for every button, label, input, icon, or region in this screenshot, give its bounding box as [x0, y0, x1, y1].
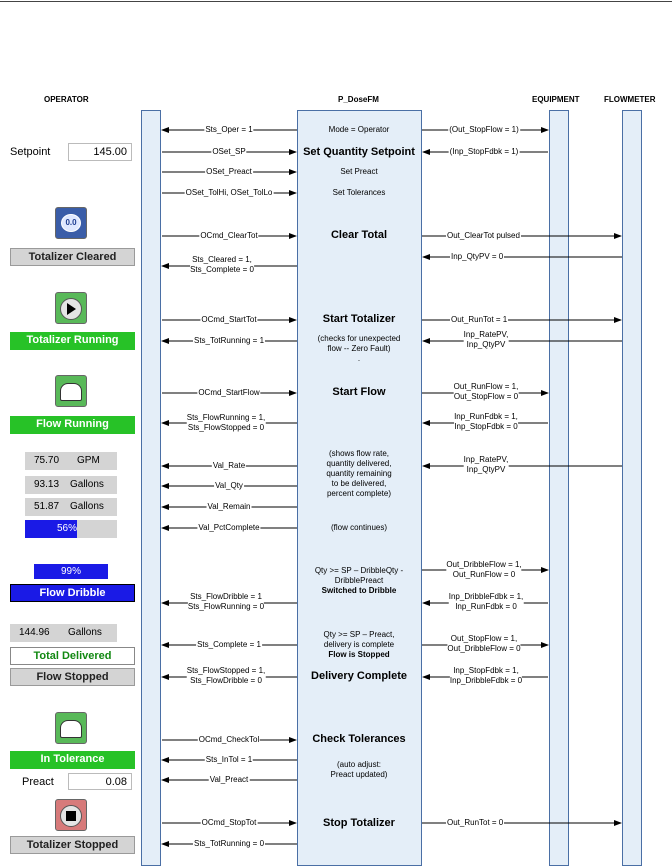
totalizer-cleared-status: Totalizer Cleared [10, 248, 135, 266]
setpoint-input[interactable]: 145.00 [68, 143, 132, 161]
wire-inp-ratepv2: Inp_RatePV, Inp_QtyPV [463, 455, 509, 474]
flow-running-status: Flow Running [10, 416, 135, 434]
quantity-readout: 93.13 Gallons [25, 476, 117, 494]
wire-val-preact: Val_Preact [209, 775, 249, 784]
wire-oset-tol: OSet_TolHi, OSet_TolLo [185, 188, 273, 197]
header-equipment: EQUIPMENT [532, 95, 580, 104]
check-tolerance-icon[interactable] [55, 712, 87, 744]
delivery-complete: Delivery Complete [311, 670, 407, 682]
totalizer-stopped-status: Totalizer Stopped [10, 836, 135, 854]
set-preact: Set Preact [340, 167, 378, 176]
wire-inp-stopfdbk2: Inp_StopFdbk = 1, Inp_DribbleFdbk = 0 [449, 666, 523, 685]
shows-note: (shows flow rate, quantity delivered, quantity remaining to be delivered, percent complete) [326, 449, 392, 498]
set-quantity-setpoint: Set Quantity Setpoint [303, 146, 415, 158]
wire-sts-totrunning: Sts_TotRunning = 1 [193, 336, 265, 345]
wire-inp-qtypv0: Inp_QtyPV = 0 [451, 252, 504, 261]
wire-out-runtot: Out_RunTot = 1 [451, 315, 508, 324]
rate-readout: 75.70 GPM [25, 452, 117, 470]
start-flow: Start Flow [332, 386, 386, 398]
wire-ocmd-starttot: OCmd_StartTot [201, 315, 257, 324]
wire-val-qty: Val_Qty [215, 481, 243, 490]
preact-note: Qty >= SP – Preact, delivery is complete Flow is Stopped [323, 630, 395, 659]
wire-ocmd-stoptot: OCmd_StopTot [201, 818, 257, 827]
wire-inp-ratepv1: Inp_RatePV, Inp_QtyPV [463, 330, 509, 349]
mode-text: Mode = Operator [328, 125, 390, 134]
wire-val-pct: Val_PctComplete [198, 523, 260, 532]
wire-sts-intol: Sts_InTol = 1 [205, 755, 253, 764]
header-pdosefm: P_DoseFM [338, 95, 379, 104]
preact-value: 0.08 [68, 773, 132, 790]
wire-val-remain: Val_Remain [207, 502, 251, 511]
wire-oset-sp: OSet_SP [212, 147, 246, 156]
wire-out-cleartot: Out_ClearTot pulsed [447, 231, 520, 240]
start-flow-icon[interactable] [55, 375, 87, 407]
percent-complete-bar [25, 520, 117, 538]
dribble-percent: 99% [34, 564, 108, 579]
setpoint-label: Setpoint [10, 146, 51, 158]
clear-icon-readout: 0.0 [61, 214, 81, 232]
auto-adjust-note: (auto adjust: Preact updated) [330, 760, 388, 779]
wire-sts-flowstopped: Sts_FlowStopped = 1, Sts_FlowDribble = 0 [186, 666, 266, 685]
clear-totalizer-icon[interactable] [55, 207, 87, 239]
wire-sts-totrunning0: Sts_TotRunning = 0 [193, 839, 265, 848]
remaining-readout: 51.87 Gallons [25, 498, 117, 516]
flow-stopped-status: Flow Stopped [10, 668, 135, 686]
wire-ocmd-startflow: OCmd_StartFlow [198, 388, 260, 397]
flow-continues: (flow continues) [330, 523, 388, 532]
start-totalizer: Start Totalizer [322, 313, 396, 325]
wire-out-runflow: Out_RunFlow = 1, Out_StopFlow = 0 [453, 382, 519, 401]
checks-note: (checks for unexpected flow -- Zero Fault) . [317, 334, 401, 363]
set-tolerances: Set Tolerances [332, 188, 386, 197]
wire-sts-cleared: Sts_Cleared = 1, Sts_Complete = 0 [190, 255, 254, 274]
flow-dribble-status: Flow Dribble [10, 584, 135, 602]
wire-inp-runfdbk: Inp_RunFdbk = 1, Inp_StopFdbk = 0 [454, 412, 518, 431]
wire-sts-oper: Sts_Oper = 1 [205, 125, 253, 134]
wire-out-stopflow: (Out_StopFlow = 1) [449, 125, 519, 134]
percent-complete-text: 56% [56, 523, 77, 534]
wire-ocmd-checktol: OCmd_CheckTol [198, 735, 260, 744]
stop-totalizer-icon[interactable] [55, 799, 87, 831]
wire-sts-complete: Sts_Complete = 1 [197, 640, 261, 649]
wire-sts-flowdribble: Sts_FlowDribble = 1 Sts_FlowRunning = 0 [187, 592, 265, 611]
total-delivered-status: Total Delivered [10, 647, 135, 665]
wire-oset-preact: OSet_Preact [206, 167, 252, 176]
wire-out-stopflow2: Out_StopFlow = 1, Out_DribbleFlow = 0 [447, 634, 521, 653]
in-tolerance-status: In Tolerance [10, 751, 135, 769]
start-totalizer-icon[interactable] [55, 292, 87, 324]
wire-out-dribble: Out_DribbleFlow = 1, Out_RunFlow = 0 [446, 560, 522, 579]
check-tolerances: Check Tolerances [312, 733, 406, 745]
stop-totalizer: Stop Totalizer [323, 817, 395, 829]
wire-out-runtot0: Out_RunTot = 0 [447, 818, 504, 827]
wire-ocmd-cleartot: OCmd_ClearTot [200, 231, 258, 240]
dribble-note: Qty >= SP – DribbleQty - DribblePreact Switched to Dribble [314, 566, 404, 595]
delivered-readout: 144.96 Gallons [10, 624, 117, 642]
wire-inp-stopfdbk: (Inp_StopFdbk = 1) [449, 147, 519, 156]
wire-inp-dribblefdbk: Inp_DribbleFdbk = 1, Inp_RunFdbk = 0 [448, 592, 524, 611]
header-operator: OPERATOR [44, 95, 89, 104]
clear-total: Clear Total [330, 229, 388, 241]
header-flowmeter: FLOWMETER [604, 95, 656, 104]
wire-val-rate: Val_Rate [212, 461, 246, 470]
totalizer-running-status: Totalizer Running [10, 332, 135, 350]
wire-sts-flowrunning: Sts_FlowRunning = 1, Sts_FlowStopped = 0 [186, 413, 266, 432]
preact-label: Preact [22, 776, 54, 788]
